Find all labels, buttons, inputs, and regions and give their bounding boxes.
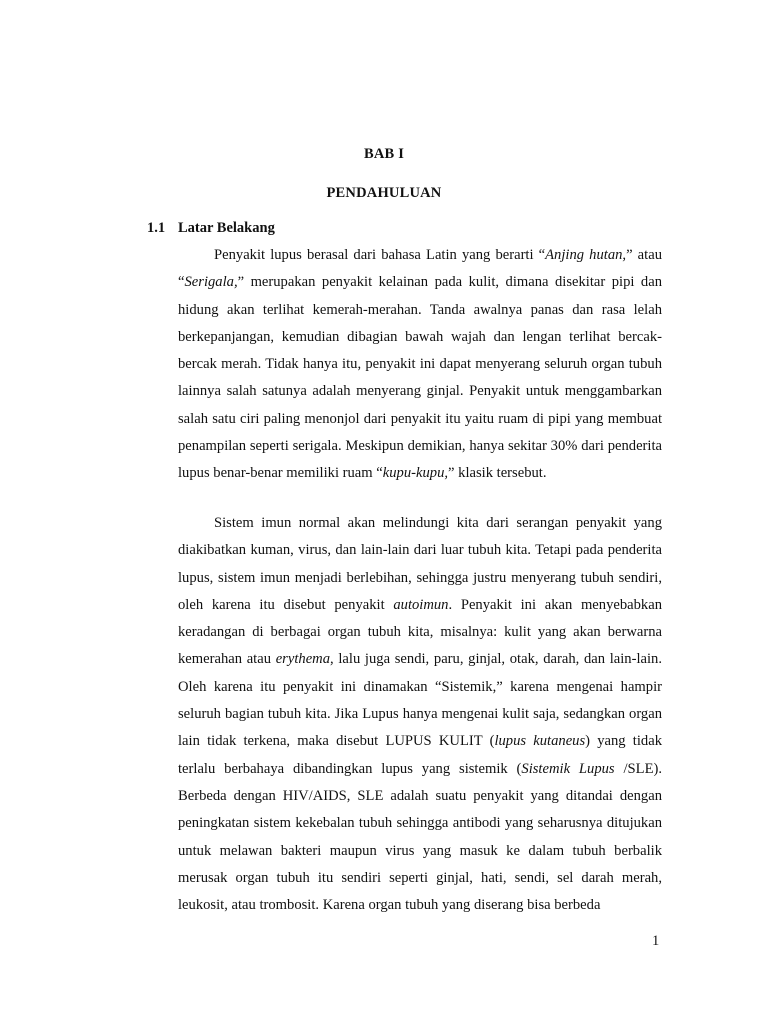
paragraph-immune-system [178, 510, 662, 919]
italic-term: lupus kutaneus [494, 733, 586, 750]
page-number: 1 [652, 933, 660, 949]
paragraph-intro [178, 242, 662, 488]
paragraph-text: Sistem imun normal akan melindungi kita dari serangan penyakit yang diakibatkan kuman, virus, dan lain-lain dari luar tubuh kita. Tetapi pada penderita lupus, sistem imun menjadi berlebihan, sehingga justru menyerang tubuh sendiri, oleh karena itu disebut penyakit [178, 515, 662, 613]
paragraph-text: ) yang tidak terlalu berbahaya dibandingkan lupus yang sistemik ( [178, 733, 662, 777]
paragraph-text: ” klasik tersebut. [448, 465, 547, 482]
paragraph-text: ” merupakan penyakit kelainan pada kulit, dimana disekitar pipi dan hidung akan terlihat kemerah-merahan. Tanda awalnya panas dan rasa lelah berkepanjangan, kemudian dibagian bawah wajah dan lengan terlihat bercak-bercak merah. Tidak hanya itu, penyakit ini dapat menyerang seluruh organ tubuh lainnya salah satunya adalah menyerang ginjal. Penyakit untuk menggambarkan salah satu ciri paling menonjol dari penyakit itu yaitu ruam di pipi yang membuat penampilan seperti serigala. Meskipun demikian, hanya sekitar 30% dari penderita lupus benar-benar memiliki ruam “ [178, 274, 662, 482]
chapter-number: BAB I [363, 146, 405, 162]
chapter-title: PENDAHULUAN [326, 185, 442, 201]
paragraph-text: Penyakit lupus berasal dari bahasa Latin yang berarti “ [214, 247, 546, 263]
section-heading [147, 220, 275, 237]
italic-term: Anjing hutan, [545, 247, 627, 263]
italic-term: kupu-kupu, [382, 465, 449, 482]
italic-term: Sistemik Lupus [521, 760, 615, 777]
italic-term: autoimun [393, 596, 449, 613]
section-title: Latar Belakang [178, 220, 275, 236]
italic-term: Serigala, [184, 274, 238, 291]
italic-term: erythema [275, 651, 331, 668]
section-number: 1.1 [147, 220, 166, 236]
paragraph-text: ” atau “ [178, 247, 662, 291]
paragraph-text: /SLE). Berbeda dengan HIV/AIDS, SLE adalah suatu penyakit yang ditandai dengan peningkatan sistem kekebalan tubuh sehingga antibodi yang seharusnya ditujukan untuk melawan bakteri maupun virus yang masuk ke dalam tubuh berbalik merusak organ tubuh itu sendiri seperti ginjal, hati, sendi, sel darah merah, leukosit, atau trombosit. Karena organ tubuh yang diserang bisa berbeda [178, 760, 662, 914]
paragraph-text: . Penyakit ini akan menyebabkan keradangan di berbagai organ tubuh kita, misalnya: kulit yang akan berwarna kemerahan atau [178, 596, 663, 668]
paragraph-text: , lalu juga sendi, paru, ginjal, otak, darah, dan lain-lain. Oleh karena itu penyakit ini dinamakan “Sistemik,” karena mengenai hampir seluruh bagian tubuh kita. Jika Lupus hanya mengenai kulit saja, sedangkan organ lain tidak terkena, maka disebut LUPUS KULIT ( [178, 651, 662, 750]
